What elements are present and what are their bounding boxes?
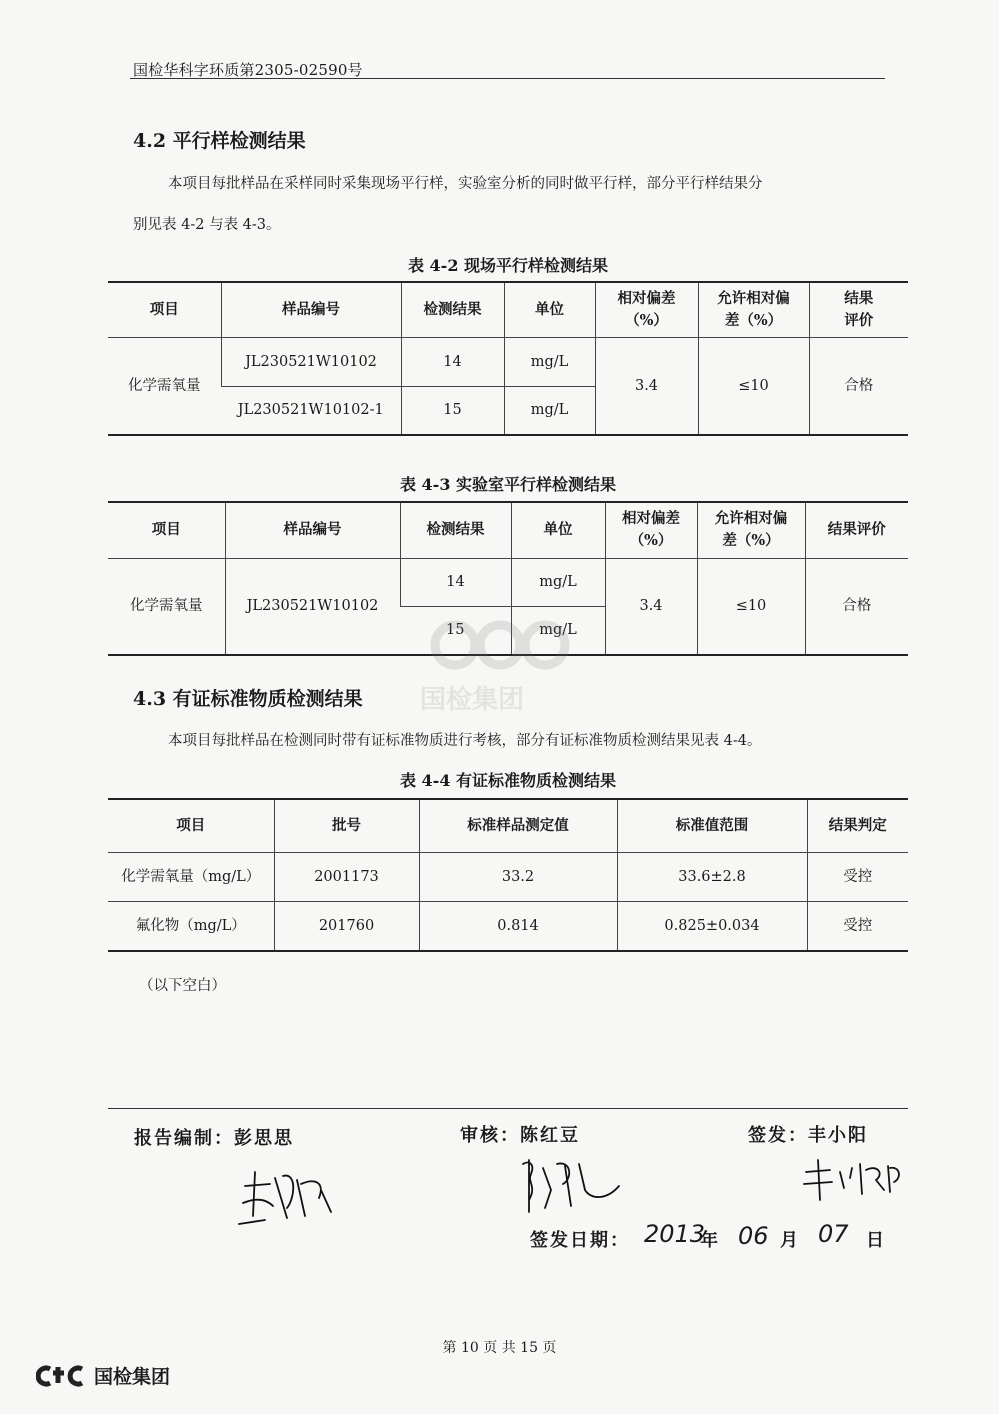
issue-year-handwritten: 2013 — [644, 1220, 706, 1248]
t43-item: 化学需氧量 — [108, 558, 225, 655]
t43-header-unit: 单位 — [511, 502, 605, 558]
ctc-watermark-icon — [425, 615, 575, 675]
t44-item: 化学需氧量（mg/L） — [108, 852, 274, 901]
page-number: 第 10 页 共 15 页 — [442, 1340, 557, 1356]
reviewer-signature — [515, 1150, 635, 1220]
section-4-2-title: 4.2 平行样检测结果 — [133, 130, 306, 152]
t44-judgement: 受控 — [807, 901, 908, 951]
issue-date-label: 签发日期： — [530, 1230, 630, 1251]
t44-measured: 33.2 — [419, 852, 617, 901]
t43-rel-dev: 3.4 — [605, 558, 697, 655]
t42-item: 化学需氧量 — [108, 337, 221, 435]
t44-header-range: 标准值范围 — [617, 799, 807, 852]
report-code: 国检华科字环质第2305-02590号 — [133, 61, 363, 79]
signature-rule — [108, 1108, 908, 1109]
t43-result: 15 — [400, 606, 511, 655]
t44-judgement: 受控 — [807, 852, 908, 901]
t44-range: 0.825±0.034 — [617, 901, 807, 951]
header-rule — [130, 78, 885, 79]
issue-month-label: 月 — [780, 1230, 800, 1251]
issuer-label: 签发：丰小阳 — [748, 1125, 868, 1146]
t42-header-result: 检测结果 — [401, 282, 504, 337]
t43-header-sample-id: 样品编号 — [225, 502, 400, 558]
issue-day-label: 日 — [866, 1230, 886, 1251]
company-name: 国检集团 — [94, 1366, 171, 1388]
t44-header-judgement: 结果判定 — [807, 799, 908, 852]
t42-header-unit: 单位 — [504, 282, 595, 337]
t44-measured: 0.814 — [419, 901, 617, 951]
t43-header-rel-dev: 相对偏差 （%） — [605, 502, 697, 558]
t42-result: 14 — [401, 337, 504, 386]
t42-sample-id: JL230521W10102 — [221, 337, 401, 386]
t42-header-sample-id: 样品编号 — [221, 282, 401, 337]
t44-header-measured: 标准样品测定值 — [419, 799, 617, 852]
t43-sample-id: JL230521W10102 — [225, 558, 400, 655]
t43-allowed-dev: ≤10 — [697, 558, 805, 655]
t44-batch: 201760 — [274, 901, 419, 951]
t43-header-item: 项目 — [108, 502, 225, 558]
t43-header-result: 检测结果 — [400, 502, 511, 558]
t42-evaluation: 合格 — [809, 337, 908, 435]
section-4-2-paragraph-line2: 别见表 4-2 与表 4-3。 — [133, 217, 281, 233]
blank-note: （以下空白） — [139, 978, 226, 994]
issue-day-handwritten: 07 — [818, 1220, 849, 1248]
t42-result: 15 — [401, 386, 504, 435]
t42-header-rel-dev: 相对偏差 （%） — [595, 282, 698, 337]
reviewer-label: 审核：陈红豆 — [460, 1125, 580, 1146]
t42-sample-id: JL230521W10102-1 — [221, 386, 401, 435]
watermark-text: 国检集团 — [420, 685, 525, 715]
t43-result: 14 — [400, 558, 511, 606]
t44-header-batch: 批号 — [274, 799, 419, 852]
t42-rel-dev: 3.4 — [595, 337, 698, 435]
compiler-signature — [235, 1158, 345, 1238]
section-4-3-paragraph: 本项目每批样品在检测同时带有证标准物质进行考核，部分有证标准物质检测结果见表 4-4。 — [168, 733, 762, 749]
t44-range: 33.6±2.8 — [617, 852, 807, 901]
t44-batch: 2001173 — [274, 852, 419, 901]
company-logo — [36, 1362, 170, 1389]
t43-evaluation: 合格 — [805, 558, 908, 655]
issuer-signature — [800, 1152, 910, 1207]
t44-header-item: 项目 — [108, 799, 274, 852]
table-4-2-caption: 表 4-2 现场平行样检测结果 — [407, 256, 609, 275]
t42-header-item: 项目 — [108, 282, 221, 337]
section-4-2-paragraph-line1: 本项目每批样品在采样同时采集现场平行样，实验室分析的同时做平行样，部分平行样结果分 — [168, 176, 763, 192]
issue-month-handwritten: 06 — [738, 1222, 769, 1250]
t43-unit: mg/L — [511, 558, 605, 606]
t42-header-evaluation: 结果 评价 — [809, 282, 908, 337]
watermark — [420, 615, 575, 716]
t43-header-allowed-dev: 允许相对偏 差（%） — [697, 502, 805, 558]
t43-unit: mg/L — [511, 606, 605, 655]
table-4-4-caption: 表 4-4 有证标准物质检测结果 — [399, 771, 617, 790]
compiler-label: 报告编制：彭思思 — [134, 1128, 294, 1149]
table-4-3-caption: 表 4-3 实验室平行样检测结果 — [399, 475, 617, 494]
t44-item: 氟化物（mg/L） — [108, 901, 274, 951]
t42-allowed-dev: ≤10 — [698, 337, 809, 435]
t42-unit: mg/L — [504, 386, 595, 435]
ctc-logo-icon — [36, 1363, 88, 1389]
issue-year-label: 年 — [700, 1230, 720, 1251]
t43-header-evaluation: 结果评价 — [805, 502, 908, 558]
section-4-3-title: 4.3 有证标准物质检测结果 — [133, 688, 363, 710]
t42-header-allowed-dev: 允许相对偏 差（%） — [698, 282, 809, 337]
table-4-4 — [108, 798, 908, 952]
table-4-2 — [108, 281, 908, 436]
t42-unit: mg/L — [504, 337, 595, 386]
